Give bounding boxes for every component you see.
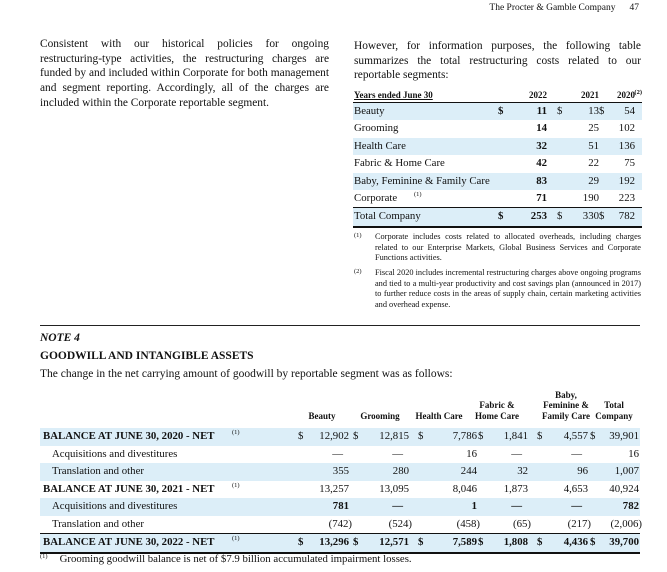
- goodwill-value: 4,557: [563, 430, 588, 442]
- goodwill-header-line: Total: [604, 400, 624, 410]
- goodwill-header-line: Baby,: [555, 389, 577, 400]
- goodwill-row-label: Acquisitions and divestitures: [52, 447, 178, 460]
- currency-symbol: $: [418, 430, 424, 442]
- goodwill-value: 1: [471, 500, 477, 512]
- goodwill-value: 96: [577, 465, 588, 477]
- goodwill-value: 13,095: [379, 482, 409, 495]
- goodwill-value: 7,589: [452, 536, 477, 548]
- goodwill-row: [40, 446, 640, 464]
- goodwill-value: 39,700: [609, 536, 639, 548]
- goodwill-value: 244: [460, 465, 477, 477]
- restructuring-row-label: Corporate: [354, 191, 398, 204]
- restructuring-footnote-text: Fiscal 2020 includes incremental restructuring charges above ongoing programs and tied to a multi-year productivity and cost savings plan (announced in 2017) to further reduce costs in the areas of supply chain, certain marketing activities and overhead expense.: [375, 268, 641, 309]
- restructuring-row: [353, 138, 642, 155]
- goodwill-intro: The change in the net carrying amount of goodwill by reportable segment was as follows:: [40, 368, 453, 380]
- restructuring-value: 11: [536, 105, 547, 117]
- restructuring-row: [353, 120, 642, 137]
- restructuring-value: 102: [618, 122, 635, 135]
- restructuring-value: 32: [536, 139, 547, 152]
- restructuring-value: 330: [582, 210, 599, 223]
- goodwill-value: (65): [513, 517, 531, 530]
- restructuring-year-header: 2022: [529, 90, 547, 100]
- goodwill-value: 12,571: [379, 536, 409, 548]
- currency-symbol: $: [537, 430, 543, 442]
- currency-symbol: $: [478, 430, 484, 442]
- right-paragraph: However, for information purposes, the following table summarizes the total restructuring costs related to our reportable segments:: [354, 40, 641, 82]
- goodwill-footnote-mark: (1): [40, 553, 48, 560]
- restructuring-row-label: Health Care: [354, 139, 406, 152]
- goodwill-value: 781: [332, 500, 349, 512]
- goodwill-balance-row: [40, 428, 640, 446]
- goodwill-row: [40, 516, 640, 534]
- goodwill-header-line: Company: [595, 410, 633, 421]
- restructuring-header-row: [353, 89, 642, 103]
- currency-symbol: $: [599, 210, 605, 223]
- goodwill-row-label: BALANCE AT JUNE 30, 2021 - NET: [43, 482, 215, 495]
- goodwill-value: 4,653: [563, 482, 588, 495]
- restructuring-value: 190: [582, 191, 599, 204]
- goodwill-value: 12,902: [319, 430, 349, 442]
- goodwill-header-line: Home Care: [474, 410, 520, 421]
- restructuring-value: 14: [536, 122, 547, 135]
- goodwill-value: —: [511, 500, 522, 512]
- goodwill-value: —: [511, 447, 522, 460]
- restructuring-value: 22: [588, 157, 599, 170]
- goodwill-header-line: Family Care: [541, 410, 591, 421]
- goodwill-balance-row: [40, 533, 640, 554]
- restructuring-value: 51: [588, 139, 599, 152]
- goodwill-header-line: Grooming: [360, 410, 400, 421]
- goodwill-header-line: Fabric &: [479, 400, 515, 410]
- restructuring-footnote-text: Corporate includes costs related to allocated overheads, including charges related to our Enterprise Markets, Global Business Services and Corporate Functions activities.: [375, 232, 641, 262]
- restructuring-row: [353, 155, 642, 172]
- currency-symbol: $: [557, 105, 563, 117]
- row-note: (1): [414, 190, 422, 198]
- goodwill-value: 1,808: [503, 536, 528, 548]
- currency-symbol: $: [298, 536, 304, 548]
- goodwill-header-line: Feminine &: [543, 400, 589, 410]
- goodwill-header-line: Beauty: [308, 410, 336, 421]
- restructuring-value: 782: [618, 210, 635, 223]
- currency-symbol: $: [298, 430, 304, 442]
- goodwill-value: 32: [517, 465, 528, 477]
- goodwill-value: 280: [392, 465, 409, 477]
- goodwill-value: 39,901: [609, 430, 639, 442]
- goodwill-value: —: [571, 447, 582, 460]
- note-number: NOTE 4: [40, 332, 80, 344]
- restructuring-value: 71: [536, 191, 547, 204]
- restructuring-footnote-mark: (1): [354, 232, 362, 239]
- restructuring-footnote-mark: (2): [354, 268, 362, 275]
- goodwill-footnote: [40, 553, 412, 565]
- page-header: [489, 3, 639, 13]
- goodwill-column-header: [457, 400, 537, 421]
- goodwill-value: 7,786: [452, 430, 477, 442]
- goodwill-value: (217): [567, 517, 591, 530]
- goodwill-value: 1,007: [614, 465, 639, 477]
- currency-symbol: $: [353, 536, 359, 548]
- goodwill-table: [40, 428, 640, 554]
- goodwill-value: (742): [328, 517, 352, 530]
- goodwill-value: 4,436: [563, 536, 588, 548]
- restructuring-value: 83: [536, 174, 547, 187]
- goodwill-value: 13,296: [319, 536, 349, 548]
- goodwill-value: 12,815: [379, 430, 409, 442]
- currency-symbol: $: [599, 105, 605, 117]
- goodwill-row-label: BALANCE AT JUNE 30, 2020 - NET: [43, 430, 215, 442]
- goodwill-value: (2,006): [610, 517, 642, 530]
- goodwill-row: [40, 463, 640, 481]
- goodwill-value: 8,046: [452, 482, 477, 495]
- restructuring-row: [353, 103, 642, 120]
- goodwill-header-line: Health Care: [415, 410, 463, 421]
- restructuring-value: 54: [624, 105, 635, 117]
- company-name: The Procter & Gamble Company: [489, 3, 616, 13]
- goodwill-row-note: (1): [232, 535, 240, 542]
- goodwill-row-label: Translation and other: [52, 517, 144, 530]
- goodwill-row-note: (1): [232, 481, 240, 489]
- goodwill-value: 16: [466, 447, 477, 460]
- currency-symbol: $: [537, 536, 543, 548]
- restructuring-value: 253: [530, 210, 547, 223]
- currency-symbol: $: [353, 430, 359, 442]
- page-number: 47: [629, 3, 639, 13]
- goodwill-footnote-text: Grooming goodwill balance is net of $7.9 billion accumulated impairment losses.: [59, 553, 412, 565]
- restructuring-row-label: Total Company: [354, 210, 421, 223]
- restructuring-value: 25: [588, 122, 599, 135]
- goodwill-value: —: [571, 500, 582, 512]
- restructuring-value: 223: [618, 191, 635, 204]
- restructuring-value: 192: [618, 174, 635, 187]
- goodwill-row-note: (1): [232, 429, 240, 436]
- currency-symbol: $: [478, 536, 484, 548]
- restructuring-value: 13: [588, 105, 599, 117]
- goodwill-value: —: [392, 447, 403, 460]
- goodwill-row-label: BALANCE AT JUNE 30, 2022 - NET: [43, 536, 215, 548]
- restructuring-value: 75: [624, 157, 635, 170]
- left-paragraph: Consistent with our historical policies for ongoing restructuring-type activities, the restructuring charges are funded by and included within Corporate for both management and segment reporting. Accordingly, all of the charges are included within the Corporate reportable segment.: [40, 38, 329, 109]
- restructuring-year-header: 2021: [581, 90, 599, 100]
- goodwill-row-label: Acquisitions and divestitures: [52, 500, 178, 512]
- restructuring-header-label: Years ended June 30: [354, 90, 433, 100]
- restructuring-row-label: Fabric & Home Care: [354, 157, 445, 170]
- year-2020-note: (2): [634, 89, 642, 96]
- restructuring-year-header: 2020: [617, 90, 635, 100]
- currency-symbol: $: [498, 210, 504, 223]
- section-divider: [40, 325, 640, 326]
- goodwill-value: 40,924: [609, 482, 639, 495]
- goodwill-value: 782: [622, 500, 639, 512]
- goodwill-balance-row: [40, 481, 640, 499]
- restructuring-row-label: Grooming: [354, 122, 399, 135]
- currency-symbol: $: [590, 536, 596, 548]
- note-title: GOODWILL AND INTANGIBLE ASSETS: [40, 350, 254, 362]
- goodwill-value: —: [332, 447, 343, 460]
- goodwill-value: —: [392, 500, 403, 512]
- restructuring-row: [353, 190, 642, 207]
- goodwill-value: (458): [456, 517, 480, 530]
- goodwill-row-label: Translation and other: [52, 465, 144, 477]
- goodwill-value: (524): [388, 517, 412, 530]
- restructuring-value: 29: [588, 174, 599, 187]
- restructuring-value: 136: [618, 139, 635, 152]
- restructuring-value: 42: [536, 157, 547, 170]
- goodwill-column-header: [574, 400, 654, 421]
- goodwill-value: 1,873: [503, 482, 528, 495]
- currency-symbol: $: [498, 105, 504, 117]
- goodwill-value: 13,257: [319, 482, 349, 495]
- currency-symbol: $: [418, 536, 424, 548]
- goodwill-value: 355: [332, 465, 349, 477]
- restructuring-row-label: Baby, Feminine & Family Care: [354, 174, 490, 187]
- currency-symbol: $: [557, 210, 563, 223]
- restructuring-table: [353, 89, 642, 228]
- currency-symbol: $: [590, 430, 596, 442]
- restructuring-total-row: [353, 207, 642, 227]
- goodwill-value: 1,841: [503, 430, 528, 442]
- goodwill-value: 16: [628, 447, 639, 460]
- restructuring-row-label: Beauty: [354, 105, 385, 117]
- restructuring-row: [353, 173, 642, 190]
- goodwill-row: [40, 498, 640, 516]
